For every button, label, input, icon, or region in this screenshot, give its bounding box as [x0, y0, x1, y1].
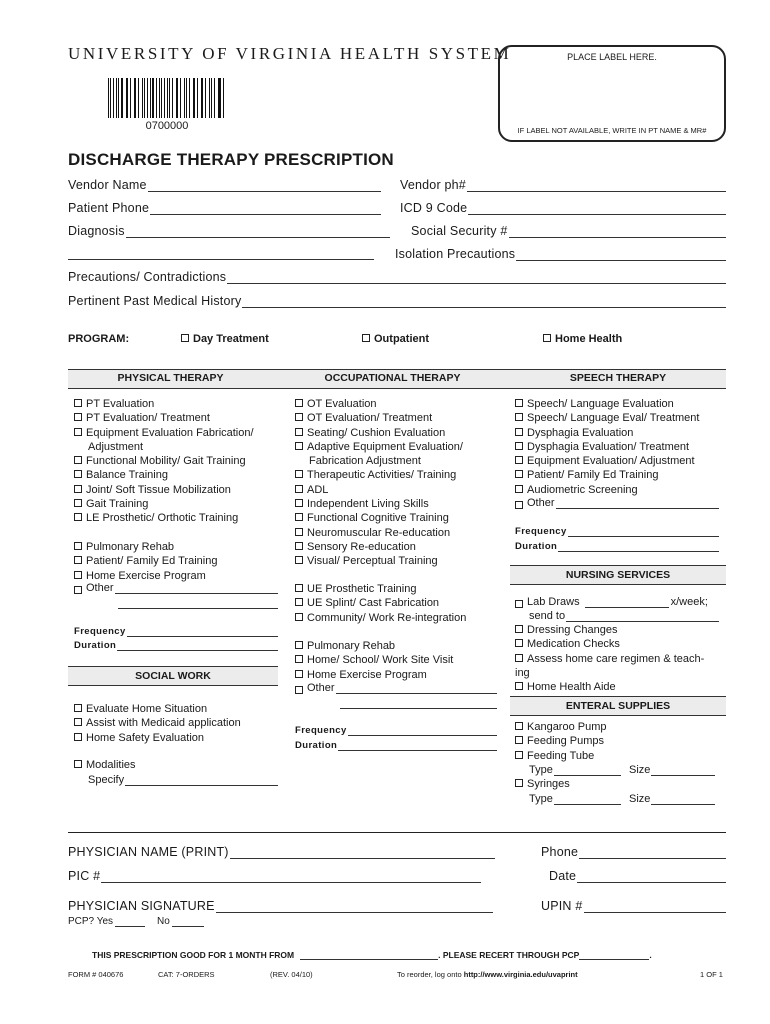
checkbox[interactable] [515, 625, 523, 633]
speech-therapy-heading: SPEECH THERAPY [569, 372, 667, 384]
barcode-bar [223, 78, 224, 118]
checkbox[interactable] [515, 779, 523, 787]
per-week-label: x/week; [670, 596, 708, 608]
checkbox[interactable] [74, 586, 82, 594]
feeding-tube-size-field[interactable]: Size [629, 764, 715, 776]
list-item[interactable]: Pulmonary Rehab [295, 639, 453, 653]
pcp-no-label: No [157, 916, 170, 927]
medical-history-label: Pertinent Past Medical History [68, 294, 242, 308]
checkbox[interactable] [295, 470, 303, 478]
checkbox[interactable] [295, 528, 303, 536]
checkbox[interactable] [295, 670, 303, 678]
list-item[interactable]: LE Prosthetic/ Orthotic Training [74, 511, 254, 525]
syringes-size-field[interactable]: Size [629, 793, 715, 805]
barcode-bar [156, 78, 157, 118]
barcode-bar [118, 78, 119, 118]
list-item[interactable]: Neuromuscular Re-education [295, 526, 463, 540]
isolation-precautions-label: Isolation Precautions [395, 247, 516, 261]
syringes-type-field[interactable]: Type [529, 793, 621, 805]
checkbox[interactable] [74, 485, 82, 493]
physician-name-label: PHYSICIAN NAME (PRINT) [68, 845, 229, 859]
checkbox[interactable] [515, 722, 523, 730]
icd9-code-field[interactable] [400, 201, 726, 215]
social-work-heading: SOCIAL WORK [68, 666, 278, 686]
physician-signature-label: PHYSICIAN SIGNATURE [68, 899, 215, 913]
barcode-bar [110, 78, 111, 118]
checkbox[interactable] [74, 571, 82, 579]
barcode-bar [108, 78, 109, 118]
checkbox[interactable] [515, 654, 523, 662]
pcp-field[interactable] [68, 916, 204, 927]
barcode-bar [135, 78, 136, 118]
pcp-yes-line[interactable] [115, 918, 145, 927]
checkbox[interactable] [515, 399, 523, 407]
list-item[interactable]: Kangaroo Pump [515, 720, 607, 734]
st-frequency-field[interactable] [515, 526, 719, 537]
checkbox[interactable] [295, 513, 303, 521]
checkbox[interactable] [515, 639, 523, 647]
patient-phone-field[interactable] [68, 201, 381, 215]
checkbox[interactable] [515, 442, 523, 450]
barcode-bar [193, 78, 194, 118]
checkbox[interactable] [515, 413, 523, 421]
barcode-bar [138, 78, 139, 118]
physician-phone-field[interactable] [541, 845, 726, 859]
diagnosis-label: Diagnosis [68, 224, 125, 238]
program-option-home-health[interactable]: Home Health [543, 333, 622, 345]
checkbox[interactable] [515, 485, 523, 493]
list-item-continuation: Adjustment [88, 440, 144, 453]
checkbox[interactable] [74, 542, 82, 550]
barcode-bar [189, 78, 190, 118]
barcode-bar [144, 78, 145, 118]
barcode-bar [186, 78, 187, 118]
checkbox[interactable] [74, 760, 82, 768]
list-item[interactable]: Dressing Changes [515, 623, 704, 637]
patient-label-box[interactable] [498, 45, 726, 142]
checkbox[interactable] [295, 428, 303, 436]
barcode-bar [167, 78, 168, 118]
list-item[interactable]: PT Evaluation/ Treatment [74, 411, 254, 425]
barcode-bar [150, 78, 151, 118]
barcode-bar [209, 78, 210, 118]
checkbox[interactable] [515, 600, 523, 608]
social-security-label: Social Security # [411, 224, 508, 238]
ot-frequency-label: Frequency [295, 725, 347, 736]
list-item[interactable]: Medication Checks [515, 637, 704, 651]
st-other-field[interactable] [515, 497, 719, 509]
form-title: DISCHARGE THERAPY PRESCRIPTION [68, 150, 394, 169]
list-item[interactable]: Equipment Evaluation/ Adjustment [515, 454, 699, 468]
checkbox[interactable] [295, 413, 303, 421]
checkbox[interactable] [515, 682, 523, 690]
enteral-supplies-heading: ENTERAL SUPPLIES [510, 696, 726, 716]
barcode-bar [126, 78, 127, 118]
label-box-fallback-note: IF LABEL NOT AVAILABLE, WRITE IN PT NAME & MR# [517, 126, 707, 135]
vendor-name-field[interactable] [68, 178, 381, 192]
list-item[interactable]: Evaluate Home Situation [74, 702, 241, 716]
pic-label: PIC # [68, 869, 101, 883]
diagnosis-continuation-line[interactable] [68, 259, 374, 260]
barcode-bar [197, 78, 198, 118]
upin-field[interactable] [541, 899, 726, 913]
list-item[interactable]: Speech/ Language Eval/ Treatment [515, 411, 699, 425]
enteral-supplies-list [515, 720, 607, 763]
list-item[interactable]: Pulmonary Rehab [74, 540, 217, 554]
ot-duration-field[interactable] [295, 740, 497, 751]
send-to-label: send to [529, 610, 566, 622]
barcode-bar [176, 78, 177, 118]
list-item[interactable]: Functional Cognitive Training [295, 511, 463, 525]
barcode-bar [134, 78, 135, 118]
pcp-no-line[interactable] [172, 918, 204, 927]
start-date-line[interactable] [300, 952, 438, 960]
barcode-bar [219, 78, 220, 118]
list-item[interactable]: Home Exercise Program [295, 668, 453, 682]
speech-therapy-list [515, 397, 699, 497]
section-divider [68, 832, 726, 833]
physical-therapy-list-2 [74, 540, 217, 583]
pt-frequency-label: Frequency [74, 626, 126, 637]
social-security-field[interactable] [411, 224, 726, 238]
list-item[interactable]: Independent Living Skills [295, 497, 463, 511]
st-duration-field[interactable] [515, 541, 719, 552]
barcode-bar [152, 78, 154, 118]
list-item[interactable]: Patient/ Family Ed Training [74, 554, 217, 568]
lab-draws-frequency-line[interactable] [585, 598, 669, 608]
list-item-continuation: ing [515, 666, 530, 679]
checkbox[interactable] [295, 598, 303, 606]
program-option-outpatient[interactable]: Outpatient [362, 333, 429, 345]
diagnosis-field[interactable] [68, 224, 390, 238]
st-frequency-label: Frequency [515, 526, 567, 537]
list-item[interactable]: Balance Training [74, 468, 254, 482]
barcode-bar [211, 78, 213, 118]
nursing-services-list [515, 623, 704, 694]
list-item[interactable]: Feeding Pumps [515, 734, 607, 748]
list-item[interactable]: Home Safety Evaluation [74, 731, 241, 745]
vendor-phone-label: Vendor ph# [400, 178, 466, 192]
physician-name-field[interactable] [68, 845, 495, 859]
barcode-bar [147, 78, 148, 118]
form-number: FORM # 040676 [68, 970, 124, 979]
barcode-bar [169, 78, 170, 118]
program-option-day-treatment[interactable]: Day Treatment [181, 333, 269, 345]
list-item[interactable]: Patient/ Family Ed Training [515, 468, 699, 482]
checkbox[interactable] [74, 556, 82, 564]
send-to-field[interactable] [529, 610, 719, 622]
list-item-continuation: Fabrication Adjustment [309, 455, 421, 468]
checkbox[interactable] [515, 501, 523, 509]
list-item[interactable]: Therapeutic Activities/ Training [295, 468, 463, 482]
st-other-label: Other [527, 497, 555, 509]
barcode [108, 78, 226, 118]
barcode-bar [172, 78, 173, 118]
recert-line[interactable] [579, 950, 652, 960]
checkbox[interactable] [295, 584, 303, 592]
barcode-bar [130, 78, 131, 118]
list-item[interactable]: Home/ School/ Work Site Visit [295, 653, 453, 667]
reorder-note: To reorder, log onto http://www.virginia.edu/uvaprint [397, 970, 578, 979]
list-item[interactable]: Seating/ Cushion Evaluation [295, 426, 463, 440]
barcode-bar [214, 78, 215, 118]
checkbox[interactable] [515, 736, 523, 744]
nursing-services-heading: NURSING SERVICES [510, 565, 726, 585]
list-item[interactable]: Functional Mobility/ Gait Training [74, 454, 254, 468]
checkbox[interactable] [295, 499, 303, 507]
modalities-option[interactable]: Modalities [74, 759, 136, 771]
icd9-code-label: ICD 9 Code [400, 201, 468, 215]
pic-field[interactable] [68, 869, 481, 883]
physical-therapy-list [74, 397, 254, 526]
list-item[interactable]: Feeding Tube [515, 749, 607, 763]
checkbox[interactable] [74, 428, 82, 436]
checkbox[interactable] [362, 334, 370, 342]
checkbox[interactable] [74, 456, 82, 464]
occupational-therapy-list [295, 397, 463, 569]
program-label: PROGRAM: [68, 333, 130, 345]
pt-other-continuation-line[interactable] [118, 608, 278, 609]
ot-other-continuation-line[interactable] [340, 708, 497, 709]
pt-duration-field[interactable] [74, 640, 278, 651]
list-item[interactable]: Equipment Evaluation Fabrication/ [74, 426, 254, 440]
specify-field[interactable] [88, 774, 278, 786]
ot-other-label: Other [307, 682, 335, 694]
vendor-name-label: Vendor Name [68, 178, 147, 192]
barcode-number: 0700000 [145, 120, 189, 132]
validity-label: THIS PRESCRIPTION GOOD FOR 1 MONTH FROM [92, 950, 295, 960]
checkbox[interactable] [515, 428, 523, 436]
label-box-instruction: PLACE LABEL HERE. [567, 52, 657, 62]
checkbox[interactable] [74, 704, 82, 712]
list-item[interactable]: OT Evaluation/ Treatment [295, 411, 463, 425]
list-item[interactable]: Speech/ Language Evaluation [515, 397, 699, 411]
checkbox[interactable] [295, 686, 303, 694]
barcode-bar [177, 78, 178, 118]
organization-name: UNIVERSITY OF VIRGINIA HEALTH SYSTEM [68, 44, 512, 63]
checkbox[interactable] [515, 470, 523, 478]
reorder-link[interactable]: http://www.virginia.edu/uvaprint [463, 970, 578, 979]
feeding-tube-type-field[interactable]: Type [529, 764, 621, 776]
precautions-field[interactable] [68, 270, 726, 284]
barcode-bar [164, 78, 165, 118]
pt-other-field[interactable] [74, 582, 278, 594]
checkbox[interactable] [74, 413, 82, 421]
lab-draws-label: Lab Draws [527, 596, 580, 608]
list-item[interactable]: Dysphagia Evaluation/ Treatment [515, 440, 699, 454]
barcode-bar [218, 78, 219, 118]
list-item[interactable]: Home Exercise Program [74, 569, 217, 583]
date-label: Date [549, 869, 577, 883]
barcode-bar [180, 78, 182, 118]
precautions-label: Precautions/ Contradictions [68, 270, 227, 284]
recert-label: . PLEASE RECERT THROUGH PCP [438, 950, 580, 960]
checkbox[interactable] [181, 334, 189, 342]
barcode-bar [194, 78, 195, 118]
medical-history-field[interactable] [68, 294, 726, 308]
checkbox[interactable] [515, 751, 523, 759]
syringes-option[interactable]: Syringes [515, 778, 570, 790]
st-duration-label: Duration [515, 541, 558, 552]
checkbox[interactable] [74, 733, 82, 741]
lab-draws-field[interactable] [515, 596, 708, 608]
physician-signature-field[interactable] [68, 899, 493, 913]
barcode-bar [161, 78, 162, 118]
upin-label: UPIN # [541, 899, 583, 913]
validity-period: . [649, 950, 652, 960]
checkbox[interactable] [295, 613, 303, 621]
physical-therapy-heading: PHYSICAL THERAPY [117, 372, 224, 384]
list-item[interactable]: Adaptive Equipment Evaluation/ [295, 440, 463, 454]
checkbox[interactable] [74, 399, 82, 407]
barcode-bar [159, 78, 160, 118]
checkbox[interactable] [74, 513, 82, 521]
ot-duration-label: Duration [295, 740, 338, 751]
vendor-phone-field[interactable] [400, 178, 726, 192]
barcode-bar [202, 78, 203, 118]
list-item[interactable]: Visual/ Perceptual Training [295, 554, 463, 568]
list-item[interactable]: Gait Training [74, 497, 254, 511]
category: CAT: 7-ORDERS [158, 970, 215, 979]
patient-phone-label: Patient Phone [68, 201, 150, 215]
pcp-yes-label: PCP? Yes [68, 916, 114, 927]
list-item[interactable]: OT Evaluation [295, 397, 463, 411]
checkbox[interactable] [295, 542, 303, 550]
occupational-therapy-list-2 [295, 582, 466, 625]
list-item[interactable]: Dysphagia Evaluation [515, 426, 699, 440]
checkbox[interactable] [543, 334, 551, 342]
physician-phone-label: Phone [541, 845, 579, 859]
list-item[interactable]: ADL [295, 483, 463, 497]
list-item[interactable]: PT Evaluation [74, 397, 254, 411]
checkbox[interactable] [295, 556, 303, 564]
barcode-bar [184, 78, 185, 118]
barcode-bar [201, 78, 202, 118]
isolation-precautions-field[interactable] [395, 247, 726, 261]
checkbox[interactable] [295, 641, 303, 649]
ot-other-field[interactable] [295, 682, 497, 694]
list-item[interactable]: Home Health Aide [515, 680, 704, 694]
checkbox[interactable] [515, 456, 523, 464]
list-item[interactable]: UE Splint/ Cast Fabrication [295, 596, 466, 610]
checkbox[interactable] [74, 499, 82, 507]
list-item[interactable]: Joint/ Soft Tissue Mobilization [74, 483, 254, 497]
barcode-bar [116, 78, 117, 118]
checkbox[interactable] [295, 442, 303, 450]
date-field[interactable] [549, 869, 726, 883]
occupational-therapy-list-3 [295, 639, 453, 682]
checkbox[interactable] [295, 485, 303, 493]
list-item[interactable]: Community/ Work Re-integration [295, 611, 466, 625]
checkbox[interactable] [295, 655, 303, 663]
barcode-bar [127, 78, 128, 118]
pt-frequency-field[interactable] [74, 626, 278, 637]
ot-frequency-field[interactable] [295, 725, 497, 736]
checkbox[interactable] [74, 470, 82, 478]
barcode-bar [121, 78, 123, 118]
list-item[interactable]: Assess home care regimen & teach- [515, 652, 704, 666]
occupational-therapy-heading: OCCUPATIONAL THERAPY [324, 372, 461, 384]
barcode-bar [113, 78, 114, 118]
pt-duration-label: Duration [74, 640, 117, 651]
checkbox[interactable] [74, 718, 82, 726]
social-work-list [74, 702, 241, 745]
pt-other-label: Other [86, 582, 114, 594]
barcode-bar [142, 78, 143, 118]
revision: (REV. 04/10) [270, 970, 313, 979]
page-number: 1 OF 1 [700, 970, 723, 979]
list-item[interactable]: Assist with Medicaid application [74, 716, 241, 730]
specify-label: Specify [88, 774, 125, 786]
list-item[interactable]: Sensory Re-education [295, 540, 463, 554]
list-item[interactable]: Audiometric Screening [515, 483, 699, 497]
validity-note [92, 950, 652, 960]
list-item[interactable]: UE Prosthetic Training [295, 582, 466, 596]
barcode-bar [205, 78, 206, 118]
checkbox[interactable] [295, 399, 303, 407]
